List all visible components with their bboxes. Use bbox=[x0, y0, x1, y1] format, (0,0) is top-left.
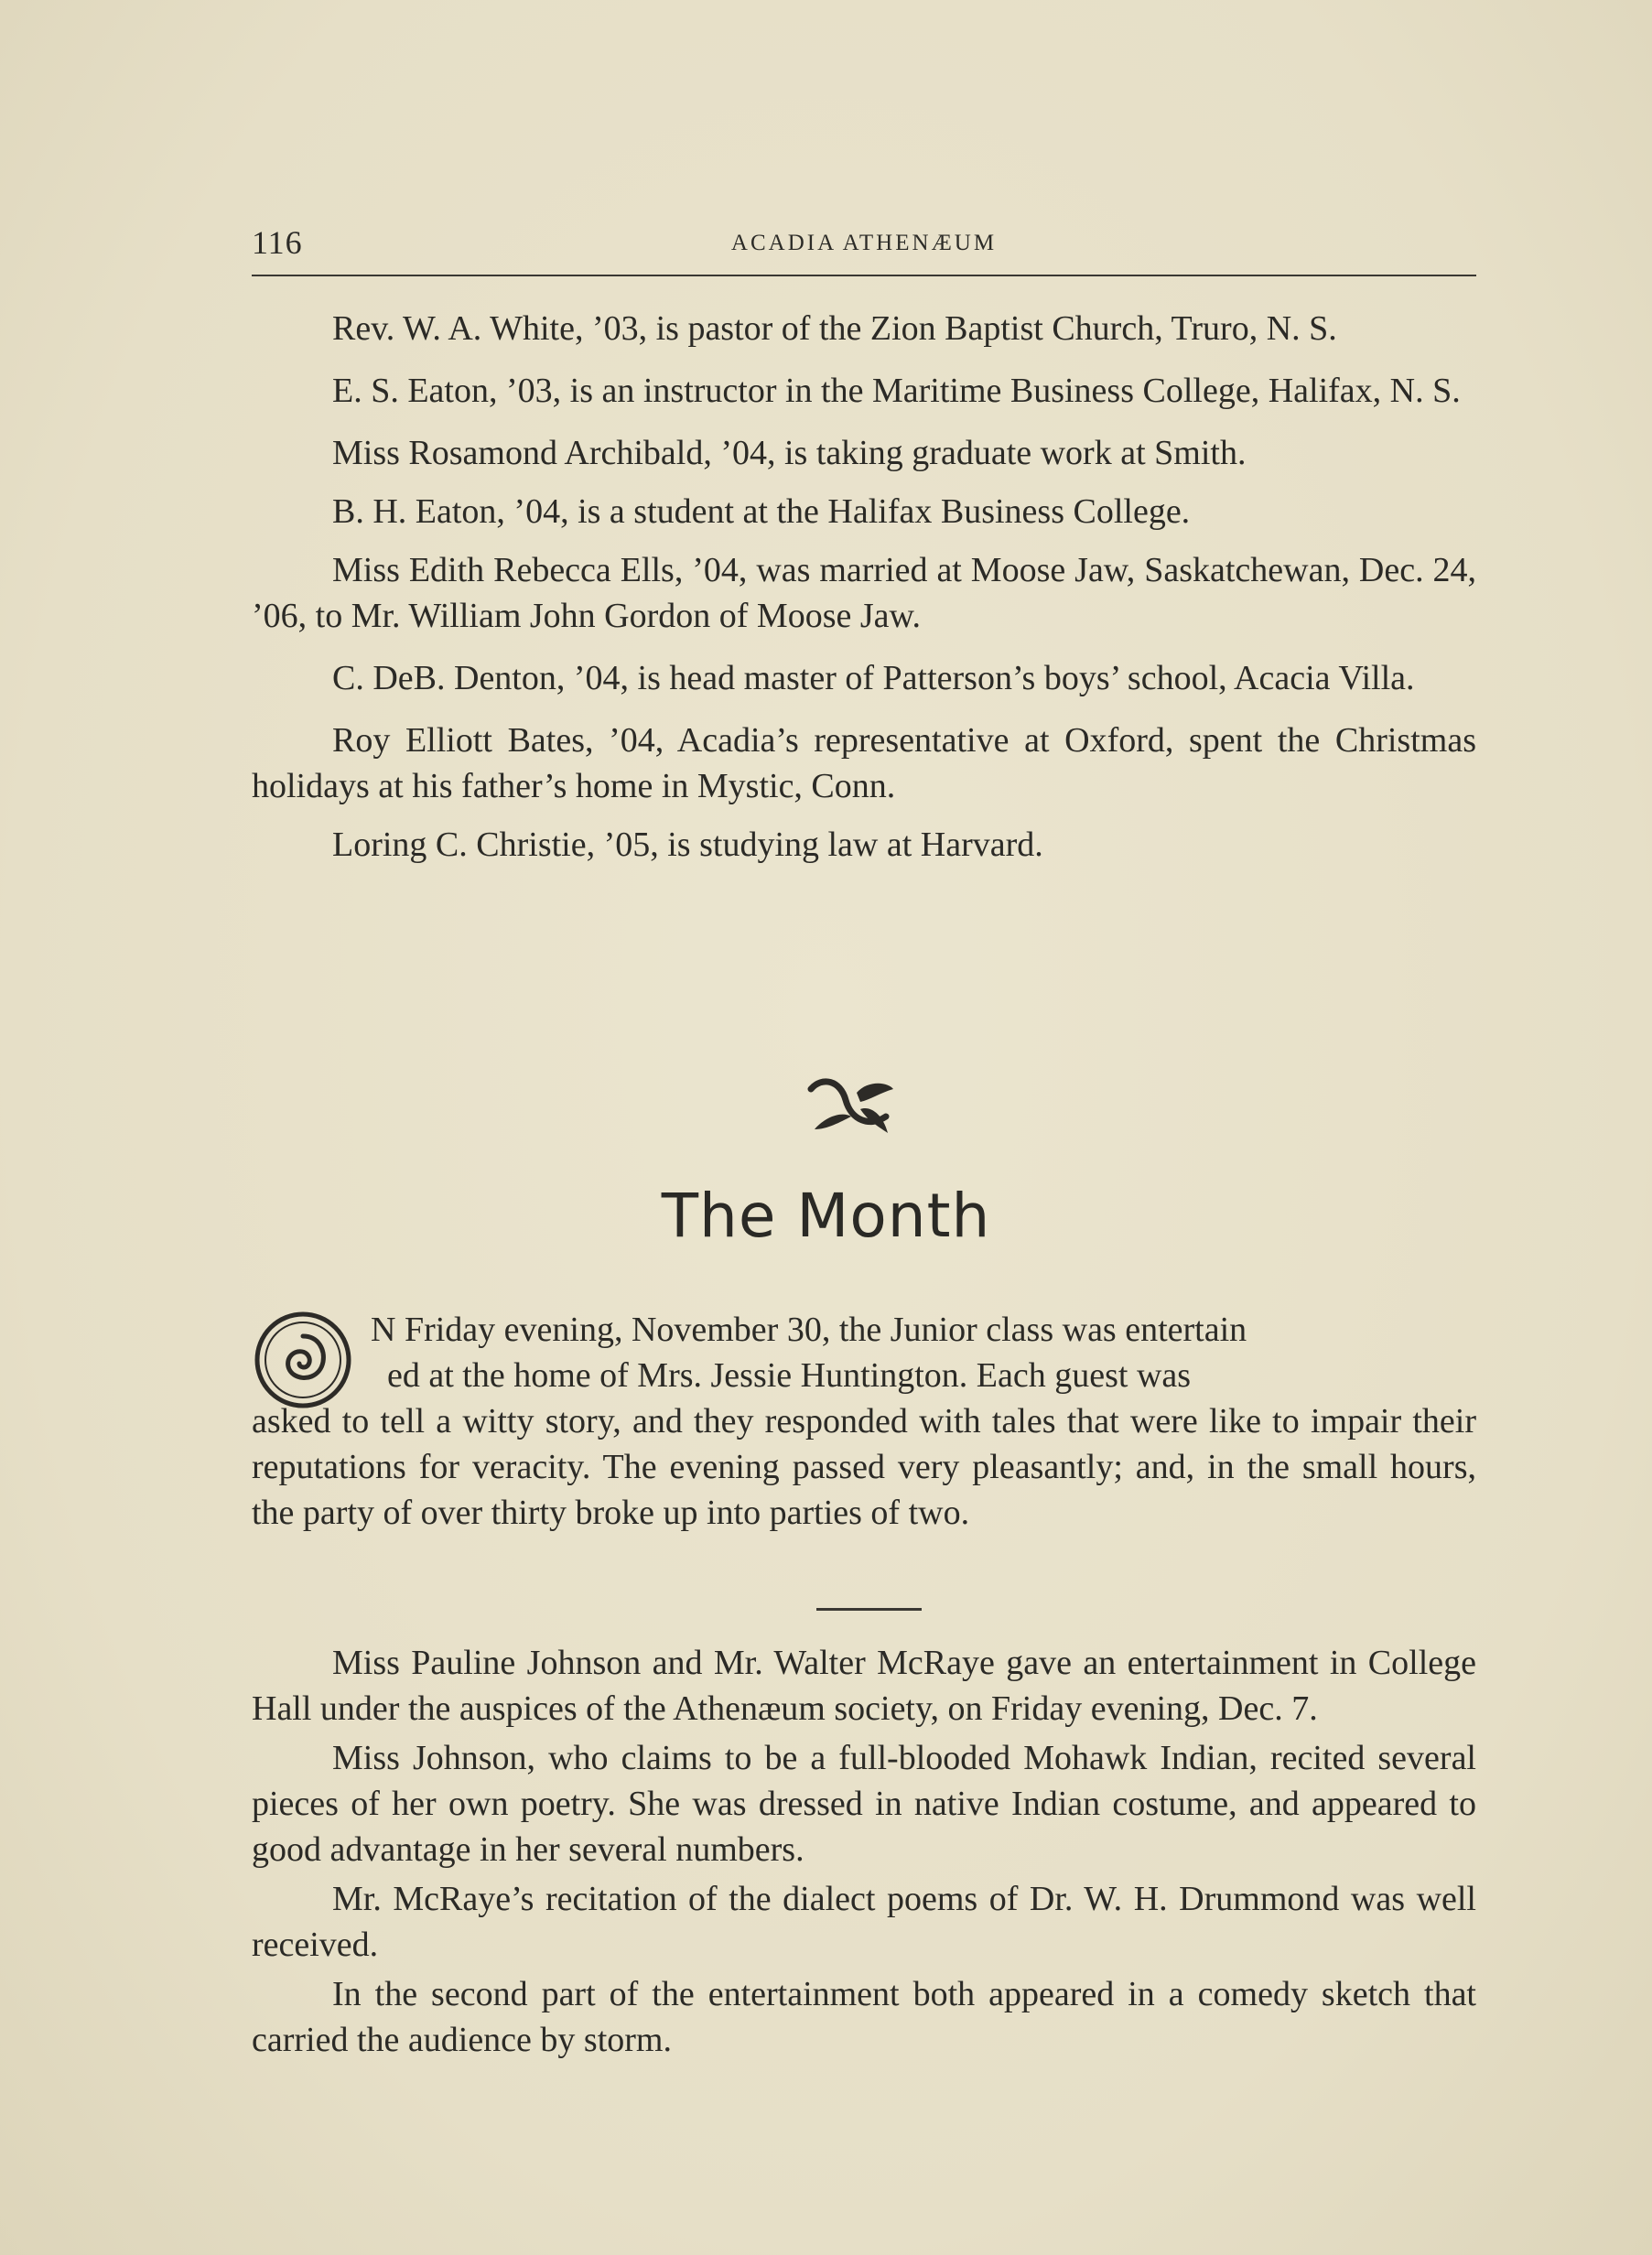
alumni-note: Roy Elliott Bates, ’04, Acadia’s representative at Oxford, spent the Christmas holidays at his father’s home in Mystic, Conn. bbox=[252, 721, 1476, 805]
paragraph: Mr. McRaye’s recitation of the dialect poems of Dr. W. H. Drummond was well received. bbox=[252, 1880, 1476, 1964]
page-header bbox=[252, 223, 1476, 260]
first-line: N Friday evening, November 30, the Junior class was entertain bbox=[371, 1311, 1247, 1349]
alumni-note: C. DeB. Denton, ’04, is head master of Patterson’s boys’ school, Acacia Villa. bbox=[332, 659, 1415, 697]
paragraph: Miss Johnson, who claims to be a full-blooded Mohawk Indian, recited several pieces of her own poetry. She was dressed in native Indian costume, and appeared to good advantage in her several numbers. bbox=[252, 1739, 1476, 1869]
alumni-note: B. H. Eaton, ’04, is a student at the Halifax Business College. bbox=[332, 492, 1191, 531]
first-paragraph-opening bbox=[371, 1307, 1476, 1398]
alumni-note: Loring C. Christie, ’05, is studying law at Harvard. bbox=[332, 825, 1043, 864]
fleuron-icon bbox=[804, 1073, 895, 1138]
month-entries bbox=[252, 1640, 1476, 2079]
running-title: ACADIA ATHENÆUM bbox=[730, 231, 998, 255]
paragraph: Miss Pauline Johnson and Mr. Walter McRaye gave an entertainment in College Hall under the auspices of the Athenæum society, on Friday evening, Dec. 7. bbox=[252, 1644, 1476, 1728]
alumni-note: Miss Rosamond Archibald, ’04, is taking graduate work at Smith. bbox=[332, 434, 1247, 472]
alumni-notes bbox=[252, 306, 1476, 884]
drop-cap-o bbox=[252, 1309, 354, 1411]
header-rule bbox=[252, 275, 1476, 276]
first-paragraph-rest bbox=[252, 1398, 1476, 1552]
alumni-note: Rev. W. A. White, ’03, is pastor of the Zion Baptist Church, Truro, N. S. bbox=[332, 309, 1337, 348]
section-title: The Month bbox=[661, 1181, 991, 1251]
alumni-note: Miss Edith Rebecca Ells, ’04, was married at Moose Jaw, Saskatchewan, Dec. 24, ’06, to Mr. William John Gordon of Moose Jaw. bbox=[252, 551, 1476, 635]
page-number: 116 bbox=[252, 224, 303, 261]
alumni-note: E. S. Eaton, ’03, is an instructor in the Maritime Business College, Halifax, N. S. bbox=[332, 372, 1461, 410]
paragraph: In the second part of the entertainment both appeared in a comedy sketch that carried the audience by storm. bbox=[252, 1975, 1476, 2059]
second-line: ed at the home of Mrs. Jessie Huntington. Each guest was bbox=[387, 1356, 1192, 1395]
paragraph: asked to tell a witty story, and they responded with tales that were like to impair their reputations for veracity. The evening passed very pleasantly; and, in the small hours, the party of over thirty broke up into parties of two. bbox=[252, 1402, 1476, 1532]
section-divider bbox=[816, 1608, 922, 1611]
